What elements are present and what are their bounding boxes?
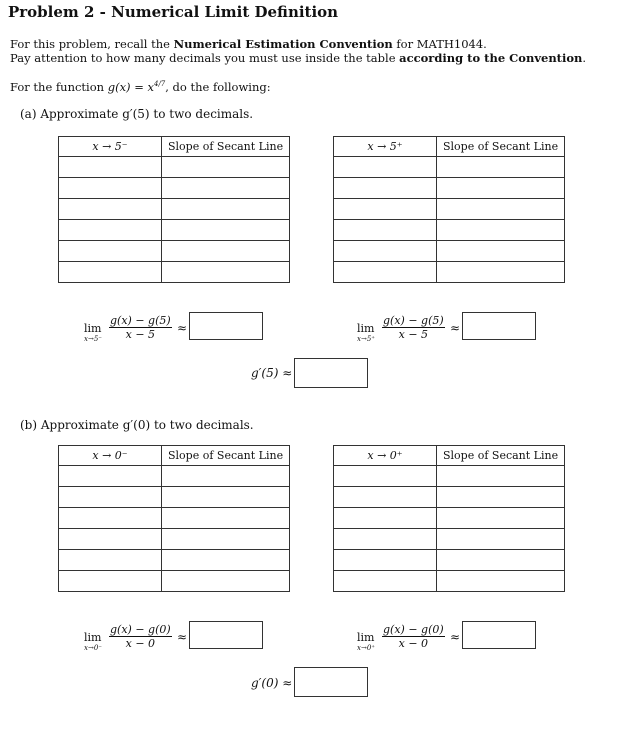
function-statement: For the function $g(x) = x^{4/7}$, do the following: (10, 80, 271, 94)
page-title: Problem 2 - Numerical Limit Definition (8, 3, 339, 21)
part-a-label: (a) Approximate g′(5) to two decimals. (20, 107, 254, 121)
table-row (334, 220, 565, 241)
table-row (334, 550, 565, 571)
table-row (334, 157, 565, 178)
table-header-x: x → 0⁺ (334, 446, 437, 466)
part-a-derivative-answer-box[interactable] (294, 358, 368, 388)
table-header-slope: Slope of Secant Line (162, 446, 290, 466)
table-header-slope: Slope of Secant Line (437, 446, 565, 466)
table-row (59, 466, 290, 487)
table-row (334, 508, 565, 529)
part-b-derivative-answer-box[interactable] (294, 667, 368, 697)
part-b-left-answer-box[interactable] (189, 621, 263, 649)
table-row (59, 199, 290, 220)
part-b-derivative-label: g′(0) ≈ (251, 676, 293, 690)
table-row (334, 529, 565, 550)
intro-line-2: Pay attention to how many decimals you must use inside the table according to the Convention. (10, 51, 587, 65)
part-a-right-table (333, 136, 565, 283)
table-row (59, 487, 290, 508)
table-row (59, 178, 290, 199)
table-row (334, 487, 565, 508)
table-row (59, 571, 290, 592)
part-a-left-table (58, 136, 290, 283)
table-row (59, 529, 290, 550)
part-a-right-answer-box[interactable] (462, 312, 536, 340)
part-a-left-answer-box[interactable] (189, 312, 263, 340)
table-row (59, 220, 290, 241)
table-row (334, 466, 565, 487)
table-header-slope: Slope of Secant Line (162, 137, 290, 157)
part-b-left-table (58, 445, 290, 592)
part-a-derivative-label: g′(5) ≈ (251, 366, 293, 380)
table-row (334, 571, 565, 592)
table-header-x: x → 5⁺ (334, 137, 437, 157)
intro-line-1: For this problem, recall the Numerical Estimation Convention for MATH1044. (10, 37, 487, 51)
part-b-right-answer-box[interactable] (462, 621, 536, 649)
table-header-x: x → 5⁻ (59, 137, 162, 157)
table-row (59, 262, 290, 283)
table-row (334, 178, 565, 199)
table-header-x: x → 0⁻ (59, 446, 162, 466)
part-b-label: (b) Approximate g′(0) to two decimals. (20, 418, 254, 432)
table-row (334, 199, 565, 220)
table-header-slope: Slope of Secant Line (437, 137, 565, 157)
table-row (334, 262, 565, 283)
table-row (59, 157, 290, 178)
part-b-right-table (333, 445, 565, 592)
table-row (334, 241, 565, 262)
table-row (59, 550, 290, 571)
table-row (59, 508, 290, 529)
table-row (59, 241, 290, 262)
